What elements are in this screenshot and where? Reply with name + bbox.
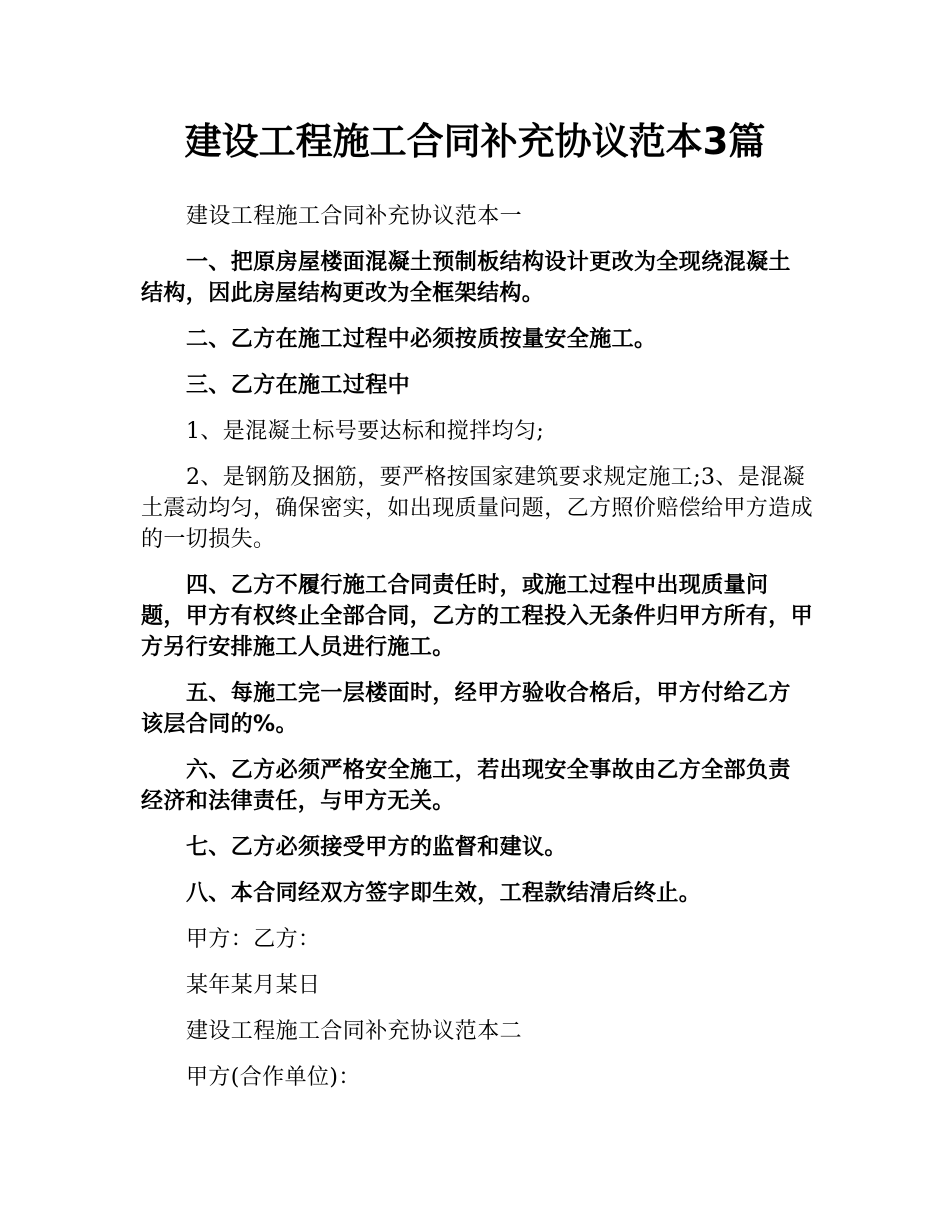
clause-seven: 七、乙方必须接受甲方的监督和建议。 <box>186 835 567 860</box>
clause-three: 三、乙方在施工过程中 <box>186 373 411 398</box>
signature-date: 某年某月某日 <box>186 973 321 998</box>
document-body <box>141 201 813 1108</box>
signature-parties: 甲方：乙方： <box>186 927 321 952</box>
section-heading-sample-one: 建设工程施工合同补充协议范本一 <box>186 204 523 229</box>
clause-six: 六、乙方必须严格安全施工，若出现安全事故由乙方全部负责经济和法律责任，与甲方无关。 <box>141 758 791 814</box>
clause-four: 四、乙方不履行施工合同责任时，或施工过程中出现质量问题，甲方有权终止全部合同，乙方的工程投入无条件归甲方所有，甲方另行安排施工人员进行施工。 <box>141 573 814 660</box>
clause-one: 一、把原房屋楼面混凝土预制板结构设计更改为全现绕混凝土结构，因此房屋结构更改为全框架结构。 <box>141 250 791 306</box>
section-heading-sample-two: 建设工程施工合同补充协议范本二 <box>186 1019 523 1044</box>
document-title: 建设工程施工合同补充协议范本3篇 <box>184 120 766 163</box>
clause-eight: 八、本合同经双方签字即生效，工程款结清后终止。 <box>186 881 702 906</box>
clause-five: 五、每施工完一层楼面时，经甲方验收合格后，甲方付给乙方该层合同的%。 <box>141 681 791 737</box>
clause-three-item-two-three: 2、是钢筋及捆筋，要严格按国家建筑要求规定施工;3、是混凝土震动均匀，确保密实，如出现质量问题，乙方照价赔偿给甲方造成的一切损失。 <box>141 465 814 552</box>
party-a-label: 甲方(合作单位)： <box>186 1065 361 1090</box>
clause-two: 二、乙方在施工过程中必须按质按量安全施工。 <box>186 327 657 352</box>
clause-three-item-one: 1、是混凝土标号要达标和搅拌均匀; <box>186 419 545 444</box>
